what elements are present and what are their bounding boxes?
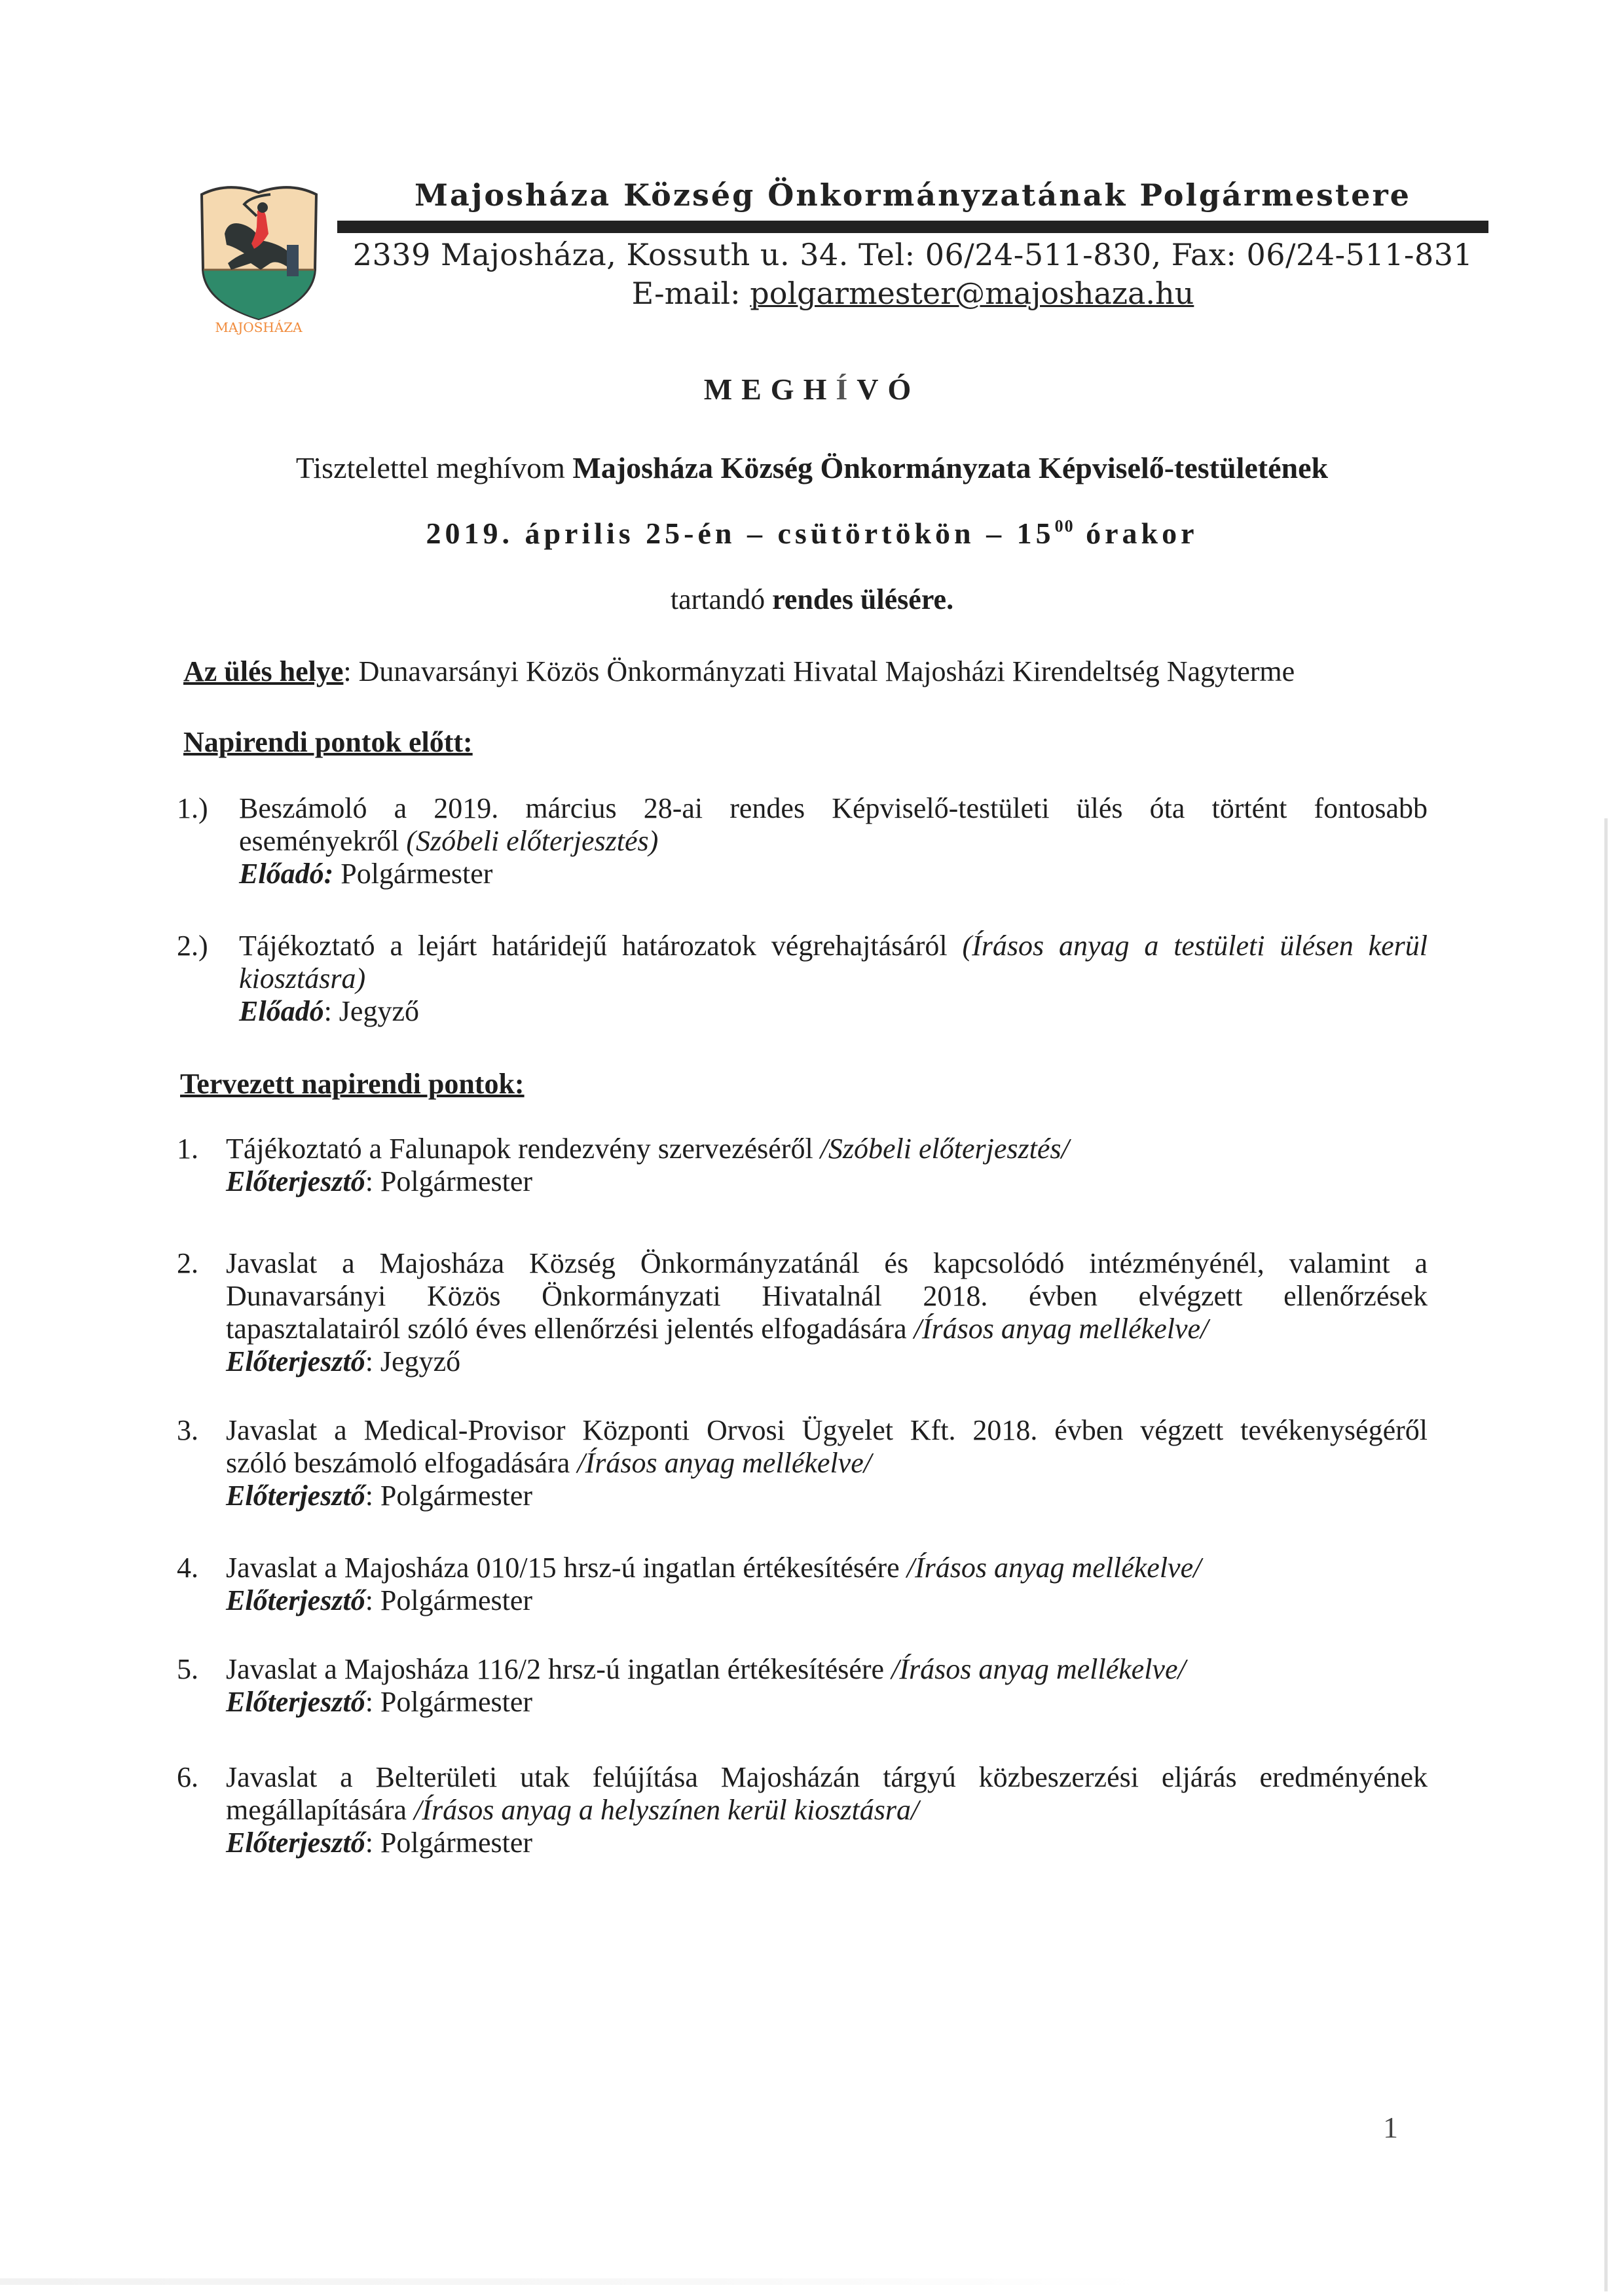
- item-text: Javaslat a Majosháza 116/2 hrsz-ú ingatlan értékesítésére: [226, 1653, 892, 1685]
- coat-of-arms-icon: [189, 172, 329, 335]
- agenda-item: [177, 1653, 1428, 1719]
- email-link[interactable]: polgarmester@majoshaza.hu: [750, 276, 1194, 311]
- agenda-item: [177, 1247, 1428, 1378]
- item-text: Javaslat a Majosháza Község Önkormányzatánál és kapcsolódó intézményénél, valamint a: [226, 1247, 1428, 1279]
- item-number: 2.): [177, 930, 208, 962]
- title-part-2: VÓ: [857, 373, 921, 406]
- item-number: 1.: [177, 1133, 198, 1165]
- presenter-label: Előterjesztő: [226, 1827, 365, 1859]
- letterhead-address: 2339 Majosháza, Kossuth u. 34. Tel: 06/24-511-830, Fax: 06/24-511-831: [352, 237, 1473, 272]
- item-number: 6.: [177, 1761, 198, 1793]
- agenda-heading: Tervezett napirendi pontok:: [180, 1068, 525, 1100]
- title-accent-letter: Í: [836, 373, 857, 406]
- presenter-value: : Polgármester: [365, 1686, 533, 1718]
- meeting-date: [0, 514, 1624, 553]
- item-number: 5.: [177, 1653, 198, 1685]
- meeting-date-text: 2019. április 25-én – csütörtökön – 15: [426, 517, 1055, 550]
- item-number: 3.: [177, 1414, 198, 1446]
- presenter-value: : Polgármester: [365, 1584, 533, 1616]
- letterhead-rule: [337, 221, 1488, 233]
- item-text: Tájékoztató a Falunapok rendezvény szervezéséről: [226, 1133, 821, 1165]
- location-label: Az ülés helye: [183, 655, 344, 687]
- presenter-label: Előterjesztő: [226, 1480, 365, 1512]
- meeting-location: [183, 653, 1493, 690]
- agenda-item: [177, 1133, 1428, 1198]
- meeting-type-bold: rendes ülésére.: [772, 583, 954, 615]
- presenter-label: Előadó: [239, 995, 324, 1027]
- meeting-minutes: 00: [1054, 517, 1075, 536]
- presenter-value: : Jegyző: [365, 1345, 461, 1377]
- invitation-line: [0, 448, 1624, 488]
- scan-bottom-shadow: [0, 2278, 1146, 2285]
- item-note: /Írásos anyag mellékelve/: [577, 1447, 872, 1479]
- invitation-body: Majosháza Község Önkormányzata Képviselő-testületének: [572, 451, 1329, 484]
- agenda-item: [177, 1414, 1428, 1512]
- item-text: tapasztalatairól szóló éves ellenőrzési jelentés elfogadására: [226, 1313, 914, 1345]
- document-title: [0, 367, 1624, 412]
- pre-agenda-item: [177, 930, 1428, 1028]
- presenter-label: Előterjesztő: [226, 1584, 365, 1616]
- item-note: kiosztásra): [239, 962, 366, 994]
- invitation-lead: Tisztelettel meghívom: [295, 451, 573, 484]
- pre-agenda-item: [177, 792, 1428, 890]
- meeting-type-lead: tartandó: [670, 583, 773, 615]
- item-text: Javaslat a Medical-Provisor Központi Orvosi Ügyelet Kft. 2018. évben végzett tevékenységéről: [226, 1414, 1428, 1446]
- logo-motto: MAJOSHÁZA: [215, 319, 303, 335]
- letterhead-email: [337, 274, 1488, 313]
- item-text: Dunavarsányi Közös Önkormányzati Hivatalnál 2018. évben elvégzett ellenőrzések: [226, 1280, 1428, 1312]
- item-text: Javaslat a Belterületi utak felújítása Majosházán tárgyú közbeszerzési eljárás eredményének: [226, 1761, 1428, 1793]
- item-text: Beszámoló a 2019. március 28-ai rendes Képviselő-testületi ülés óta történt fontosabb: [239, 792, 1428, 824]
- item-text: megállapítására: [226, 1794, 415, 1826]
- item-note: /Írásos anyag a helyszínen kerül kiosztásra/: [414, 1794, 919, 1826]
- item-note: (Szóbeli előterjesztés): [406, 825, 659, 857]
- presenter-value: Polgármester: [333, 858, 493, 890]
- presenter-label: Előadó:: [239, 858, 334, 890]
- coat-of-arms-logo: [189, 172, 329, 335]
- item-note: /Szóbeli előterjesztés/: [820, 1133, 1069, 1165]
- item-number: 2.: [177, 1247, 198, 1279]
- scan-edge-line: [1604, 818, 1608, 2291]
- meeting-time-suffix: órakor: [1074, 517, 1198, 550]
- page-number: 1: [1383, 2111, 1398, 2144]
- item-text: eseményekről: [239, 825, 407, 857]
- title-part-1: MEGH: [703, 373, 836, 406]
- item-number: 4.: [177, 1552, 198, 1584]
- email-label: E-mail:: [631, 276, 750, 311]
- presenter-value: : Polgármester: [365, 1480, 533, 1512]
- agenda-item: [177, 1552, 1428, 1617]
- presenter-value: : Polgármester: [365, 1165, 533, 1197]
- item-text: Javaslat a Majosháza 010/15 hrsz-ú ingatlan értékesítésére: [226, 1552, 907, 1584]
- item-note: /Írásos anyag mellékelve/: [906, 1552, 1202, 1584]
- item-text: Tájékoztató a lejárt határidejű határozatok végrehajtásáról: [239, 930, 963, 962]
- item-number: 1.): [177, 792, 208, 824]
- meeting-type: [0, 581, 1624, 618]
- presenter-value: : Jegyző: [323, 995, 419, 1027]
- presenter-value: : Polgármester: [365, 1827, 533, 1859]
- pre-agenda-heading: Napirendi pontok előtt:: [183, 726, 473, 758]
- item-note: /Írásos anyag mellékelve/: [891, 1653, 1186, 1685]
- item-note: /Írásos anyag mellékelve/: [913, 1313, 1209, 1345]
- location-value: : Dunavarsányi Közös Önkormányzati Hivatal Majosházi Kirendeltség Nagyterme: [343, 655, 1295, 687]
- presenter-label: Előterjesztő: [226, 1345, 365, 1377]
- item-note: (Írásos anyag a testületi ülésen kerül: [962, 930, 1428, 962]
- presenter-label: Előterjesztő: [226, 1165, 365, 1197]
- letterhead-title: Majosháza Község Önkormányzatának Polgármestere: [415, 177, 1411, 213]
- agenda-item: [177, 1761, 1428, 1859]
- item-text: szóló beszámoló elfogadására: [226, 1447, 578, 1479]
- presenter-label: Előterjesztő: [226, 1686, 365, 1718]
